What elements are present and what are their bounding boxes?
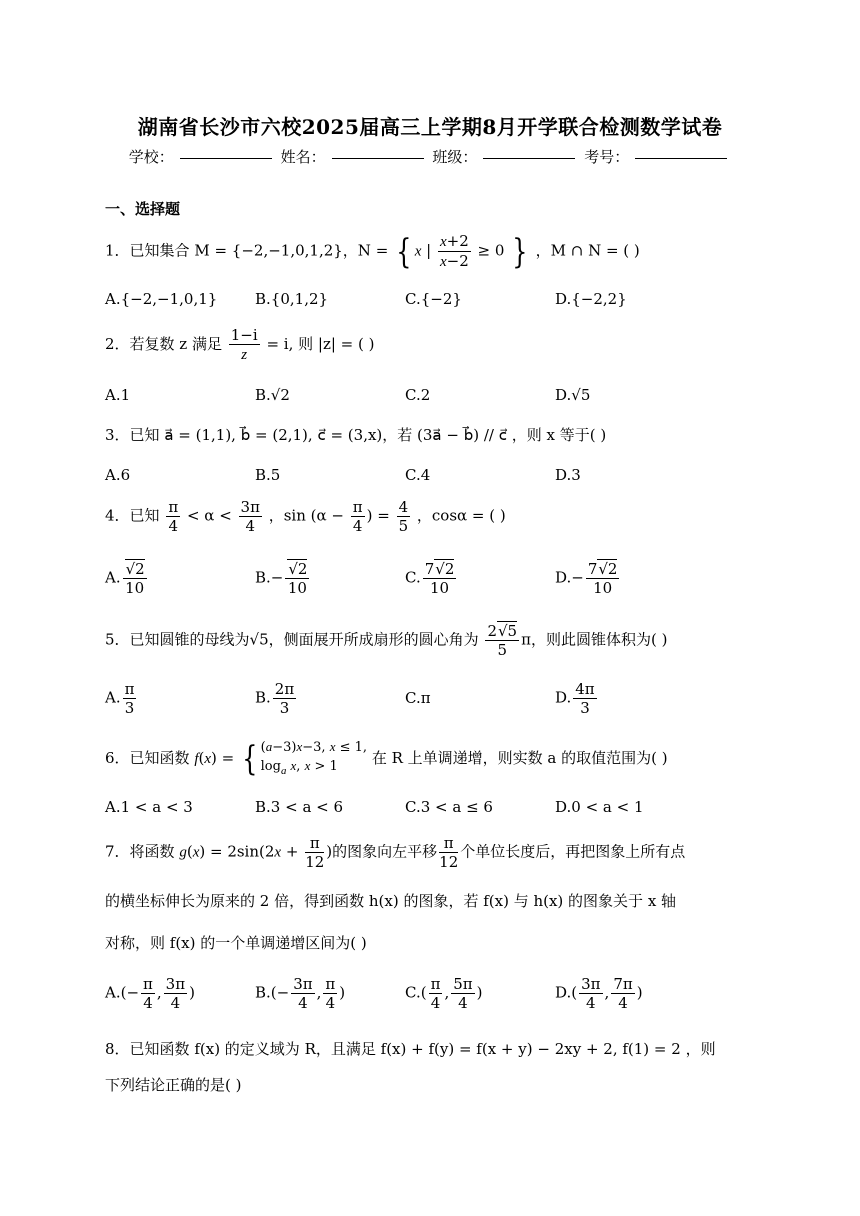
option-a[interactable]: A.1 < a < 3 (105, 798, 193, 816)
question-2-tail: = i, 则 |z| = ( ) (266, 335, 375, 353)
page-title: 湖南省长沙市六校2025届高三上学期8月开学联合检测数学试卷 (137, 115, 723, 139)
option-d[interactable]: D.0 < a < 1 (555, 798, 644, 816)
fraction: $\frac{x+2}{x-2}$ (439, 232, 469, 270)
fraction: $\frac{1-i}{z}$ (230, 326, 258, 363)
option-c[interactable]: C.4 (405, 466, 431, 484)
question-5-lead: 5．已知圆锥的母线为√5，侧面展开所成扇形的圆心角为 (105, 630, 479, 649)
name-blank[interactable] (332, 158, 424, 159)
option-c[interactable]: C.{−2} (405, 290, 462, 308)
section-heading: 一、选择题 (105, 200, 181, 218)
school-blank[interactable] (180, 158, 272, 159)
question-1-tail: ，M ∩ N = ( ) (535, 241, 640, 260)
question-7-lead: 7．将函数 (105, 842, 175, 861)
option-d[interactable]: D.3 (555, 466, 581, 484)
option-d[interactable]: D.− $\frac{7√2}{10}$ (555, 560, 618, 597)
option-d[interactable]: D.√5 (555, 386, 591, 404)
option-b[interactable]: B.− $\frac{√2}{10}$ (255, 560, 308, 597)
question-8-lead: 8．已知函数 (105, 1040, 190, 1058)
class-label: 班级： (432, 148, 478, 166)
option-a[interactable]: A.1 (105, 386, 131, 404)
question-4: 4．已知 $\frac{\pi}{4}$ < α < $\frac{3\pi}{4}$ ，sin (α − $\frac{\pi}{4}$ ) = $\frac{4}{5}$ ，cosα = ( ) (105, 498, 506, 535)
question-4-tail: ，cosα = ( ) (416, 506, 506, 525)
option-c[interactable]: C.3 < a ≤ 6 (405, 798, 493, 816)
option-b[interactable]: B.5 (255, 466, 281, 484)
question-7-line-3: 对称，则 f(x) 的一个单调递增区间为( ) (105, 934, 367, 952)
option-b[interactable]: B.{0,1,2} (255, 290, 329, 308)
question-4-mid: ，sin (268, 506, 306, 525)
question-3-lead: 3．已知 (105, 426, 160, 444)
option-b[interactable]: B.(− $\frac{3\pi}{4}$ , $\frac{\pi}{4}$ ) (255, 975, 346, 1012)
option-b[interactable]: B.3 < a < 6 (255, 798, 344, 816)
id-blank[interactable] (635, 158, 727, 159)
option-d[interactable]: D.{−2,2} (555, 290, 627, 308)
question-7-line-2: 的横坐标伸长为原来的 2 倍，得到函数 h(x) 的图象，若 f(x) 与 h(x) 的图象关于 x 轴 (105, 892, 677, 910)
question-6: 6．已知函数 f(x) = { (a−3)x−3, x ≤ 1, $\log_a x$, x > 1 在 R 上单调递增，则实数 a 的取值范围为( ) (105, 738, 668, 779)
option-a[interactable]: A. $\frac{\pi}{3}$ (105, 680, 135, 717)
option-a[interactable]: A.(− $\frac{\pi}{4}$ , $\frac{3\pi}{4}$ ) (105, 975, 195, 1012)
student-info-row (0, 146, 860, 167)
question-2 (105, 326, 375, 364)
question-6-lead: 6．已知函数 (105, 748, 190, 767)
question-5-tail: π，则此圆锥体积为( ) (521, 630, 668, 649)
question-3 (105, 424, 606, 445)
option-b[interactable]: B. $\frac{2\pi}{3}$ (255, 680, 295, 717)
question-1: 1．已知集合 M = {−2,−1,0,1,2}，N = { x | $\frac{x+2}{x-2}$ ≥ 0 } ，M ∩ N = ( ) (105, 231, 640, 272)
question-2-lead: 2．若复数 z 满足 (105, 335, 222, 353)
question-1-expr: M = {−2,−1,0,1,2}，N = (194, 241, 389, 260)
question-5: 5．已知圆锥的母线为√5，侧面展开所成扇形的圆心角为 $\frac{2√5}{5}$ π，则此圆锥体积为( ) (105, 622, 668, 659)
name-label: 姓名： (280, 148, 326, 166)
option-c[interactable]: C.( $\frac{\pi}{4}$ , $\frac{5\pi}{4}$ ) (405, 975, 483, 1012)
question-8 (105, 1038, 716, 1059)
question-6-tail: 在 R 上单调递增，则实数 a 的取值范围为( ) (371, 748, 668, 767)
option-d[interactable]: D. $\frac{4\pi}{3}$ (555, 680, 595, 717)
class-blank[interactable] (483, 158, 575, 159)
option-a[interactable]: A.6 (105, 466, 131, 484)
school-label: 学校： (128, 148, 174, 166)
option-a[interactable]: A.{−2,−1,0,1} (105, 290, 218, 308)
question-1-lead: 1．已知集合 (105, 241, 190, 260)
question-4-lead: 4．已知 (105, 506, 160, 525)
option-c[interactable]: C.2 (405, 386, 431, 404)
question-7: 7．将函数 g(x) = 2sin(2x + $\frac{\pi}{12}$ )的图象向左平移 $\frac{\pi}{12}$ 个单位长度后，再把图象上所有点 (105, 834, 686, 871)
question-3-expr: a⃗ = (1,1), b⃗ = (2,1), c⃗ = (3,x)，若 (3a⃗ − b⃗) // c⃗ ，则 x 等于( ) (164, 426, 607, 444)
option-c[interactable]: C.π (405, 689, 431, 707)
option-c[interactable]: C. $\frac{7√2}{10}$ (405, 560, 455, 597)
question-8-line-1: f(x) 的定义域为 R，且满足 f(x) + f(y) = f(x + y) − 2xy + 2, f(1) = 2 ，则 (194, 1040, 716, 1058)
option-d[interactable]: D.( $\frac{3\pi}{4}$ , $\frac{7\pi}{4}$ ) (555, 975, 643, 1012)
option-a[interactable]: A. $\frac{√2}{10}$ (105, 560, 145, 597)
option-b[interactable]: B.√2 (255, 386, 290, 404)
id-label: 考号： (584, 148, 630, 166)
question-8-line-2: 下列结论正确的是( ) (105, 1076, 242, 1094)
